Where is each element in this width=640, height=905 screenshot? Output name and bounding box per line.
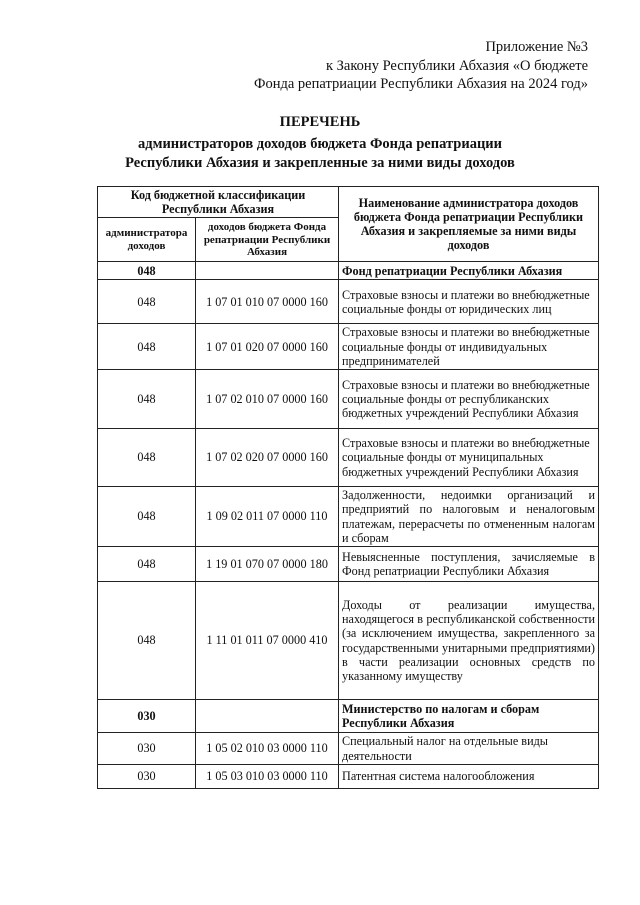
table-row xyxy=(98,765,599,789)
income-code-cell: 1 11 01 011 07 0000 410 xyxy=(196,582,339,700)
appendix-line-1: Приложение №3 xyxy=(485,39,588,55)
table-body xyxy=(98,262,599,789)
table-row xyxy=(98,547,599,582)
income-code-cell: 1 05 02 010 03 0000 110 xyxy=(196,733,339,765)
income-name-cell: Невыясненные поступления, зачисляемые в Фонд репатриации Республики Абхазия xyxy=(339,547,599,582)
income-name-cell: Страховые взносы и платежи во внебюджетные социальные фонды от юридических лиц xyxy=(339,280,599,324)
table-row xyxy=(98,700,599,733)
income-code-cell xyxy=(196,262,339,280)
header-name-column: Наименование администратора доходов бюджета Фонда репатриации Республики Абхазия и закрепляемые за ними виды доходов xyxy=(339,187,599,262)
income-code-cell xyxy=(196,700,339,733)
income-name-cell: Страховые взносы и платежи во внебюджетные социальные фонды от республиканских бюджетных учреждений Республики Абхазия xyxy=(339,370,599,429)
administrators-table xyxy=(97,186,599,789)
admin-code-cell: 048 xyxy=(98,582,196,700)
table-row xyxy=(98,582,599,700)
admin-code-cell: 048 xyxy=(98,487,196,547)
table-row xyxy=(98,487,599,547)
subtitle-line-1: администраторов доходов бюджета Фонда репатриации xyxy=(137,136,503,152)
admin-code-cell: 030 xyxy=(98,700,196,733)
income-name-cell: Страховые взносы и платежи во внебюджетные социальные фонды от муниципальных бюджетных учреждений Республики Абхазия xyxy=(339,429,599,487)
income-code-cell: 1 19 01 070 07 0000 180 xyxy=(196,547,339,582)
income-code-cell: 1 05 03 010 03 0000 110 xyxy=(196,765,339,789)
table-row xyxy=(98,733,599,765)
subtitle-line-2: Республики Абхазия и закрепленные за ними виды доходов xyxy=(125,154,515,171)
income-name-cell: Страховые взносы и платежи во внебюджетные социальные фонды от индивидуальных предпринимателей xyxy=(339,324,599,370)
appendix-header xyxy=(254,38,588,94)
header-code-group: Код бюджетной классификации Республики Абхазия xyxy=(98,187,339,218)
income-name-cell: Патентная система налогообложения xyxy=(339,765,599,789)
appendix-line-3: Фонда репатриации Республики Абхазия на 2024 год» xyxy=(254,76,588,92)
income-name-cell: Фонд репатриации Республики Абхазия xyxy=(339,262,599,280)
table-row xyxy=(98,429,599,487)
income-code-cell: 1 07 02 020 07 0000 160 xyxy=(196,429,339,487)
table-row xyxy=(98,280,599,324)
income-code-cell: 1 07 01 010 07 0000 160 xyxy=(196,280,339,324)
income-code-cell: 1 07 01 020 07 0000 160 xyxy=(196,324,339,370)
table-row xyxy=(98,324,599,370)
admin-code-cell: 048 xyxy=(98,262,196,280)
admin-code-cell: 048 xyxy=(98,280,196,324)
income-name-cell: Задолженности, недоимки организаций и предприятий по налоговым и неналоговым платежам, перерасчеты по отмененным налогам и сборам xyxy=(339,487,599,547)
document-title: ПЕРЕЧЕНЬ xyxy=(279,114,361,130)
header-admin-column: администратора доходов xyxy=(98,218,196,262)
admin-code-cell: 048 xyxy=(98,324,196,370)
header-income-column: доходов бюджета Фонда репатриации Республики Абхазия xyxy=(196,218,339,262)
admin-code-cell: 030 xyxy=(98,733,196,765)
document-subtitle xyxy=(0,135,640,172)
income-name-cell: Министерство по налогам и сборам Республики Абхазия xyxy=(339,700,599,733)
table-row xyxy=(98,262,599,280)
admin-code-cell: 030 xyxy=(98,765,196,789)
income-code-cell: 1 09 02 011 07 0000 110 xyxy=(196,487,339,547)
admin-code-cell: 048 xyxy=(98,370,196,429)
appendix-line-2: к Закону Республики Абхазия «О бюджете xyxy=(326,57,588,74)
admin-code-cell: 048 xyxy=(98,547,196,582)
income-code-cell: 1 07 02 010 07 0000 160 xyxy=(196,370,339,429)
table-row xyxy=(98,370,599,429)
admin-code-cell: 048 xyxy=(98,429,196,487)
income-name-cell: Доходы от реализации имущества, находящегося в республиканской собственности (за исключением имущества, закрепленного за государственными унитарными предприятиями) в части реализации основных средств по указанному имуществу xyxy=(339,582,599,700)
income-name-cell: Специальный налог на отдельные виды деятельности xyxy=(339,733,599,765)
